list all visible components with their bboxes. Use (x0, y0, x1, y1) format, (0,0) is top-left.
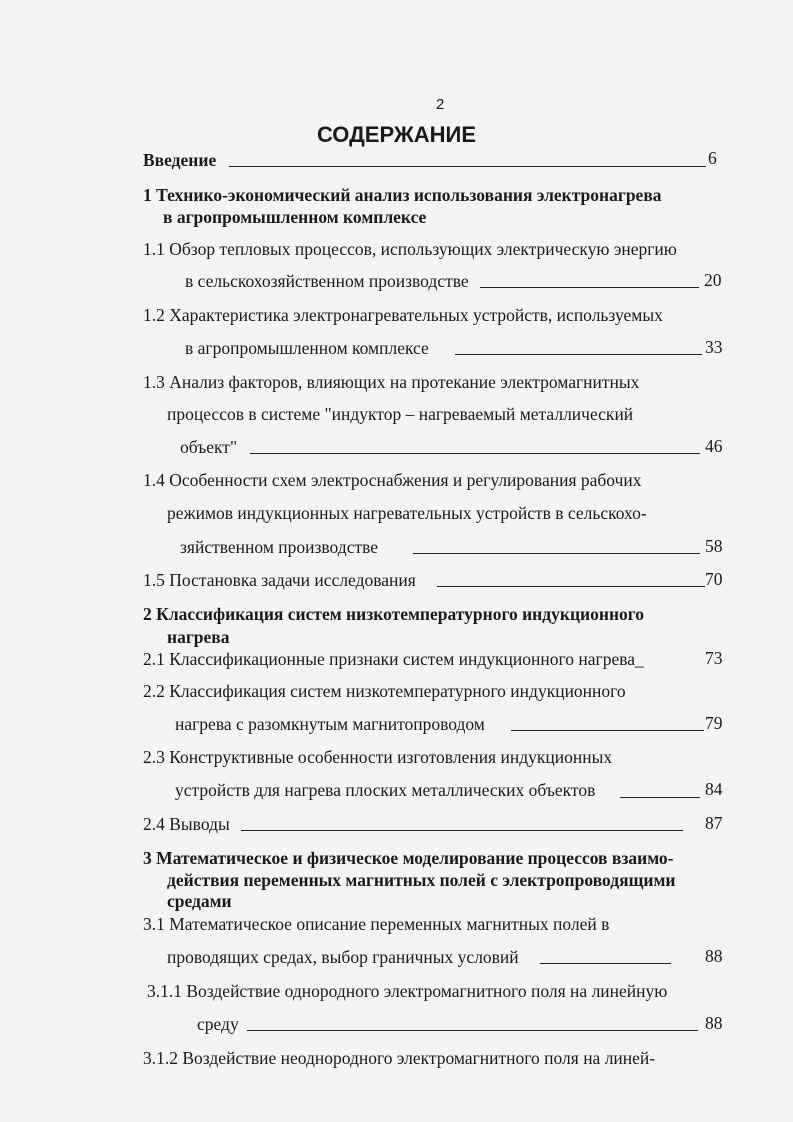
page-title: СОДЕРЖАНИЕ (316, 122, 477, 147)
leader-line (247, 1030, 698, 1031)
toc-entry-1-4: 1.4 Особенности схем электроснабжения и регулирования рабочих (143, 470, 642, 490)
toc-entry-2-2-page: 79 (705, 713, 723, 733)
leader-line (540, 963, 671, 964)
leader-line (511, 730, 704, 731)
toc-entry-1-1: 1.1 Обзор тепловых процессов, использующих электрическую энергию (143, 239, 677, 259)
toc-entry-3-1-1: 3.1.1 Воздействие однородного электромагнитного поля на линейную (147, 981, 668, 1001)
toc-entry-1-4-cont2: зяйственном производстве (180, 537, 379, 557)
toc-entry-3-1-2: 3.1.2 Воздействие неоднородного электромагнитного поля на линей- (143, 1048, 656, 1068)
toc-entry-3-1: 3.1 Математическое описание переменных магнитных полей в (143, 914, 610, 934)
leader-line (620, 797, 700, 798)
toc-entry-1-1-cont: в сельскохозяйственном производстве (185, 271, 469, 291)
toc-entry-1-2-page: 33 (705, 337, 723, 357)
chapter-2-heading: 2 Классификация систем низкотемпературного индукционного (143, 604, 645, 624)
toc-entry-2-4-page: 87 (705, 813, 723, 833)
toc-entry-1-3-page: 46 (705, 436, 723, 456)
leader-line (455, 354, 702, 355)
toc-entry-2-3-page: 84 (705, 779, 723, 799)
toc-entry-2-3-cont: устройств для нагрева плоских металлических объектов (175, 780, 596, 800)
chapter-1-heading-cont: в агропромышленном комплексе (163, 207, 427, 227)
leader-line (480, 287, 699, 288)
toc-entry-2-2: 2.2 Классификация систем низкотемпературного индукционного (143, 681, 626, 701)
toc-entry-1-3: 1.3 Анализ факторов, влияющих на протекание электромагнитных (143, 372, 640, 392)
toc-entry-3-1-1-cont: среду (197, 1014, 239, 1034)
leader-line (437, 586, 705, 587)
chapter-3-heading: 3 Математическое и физическое моделирование процессов взаимо- (143, 848, 674, 868)
leader-line (241, 830, 683, 831)
chapter-3-heading-cont: действия переменных магнитных полей с электропроводящими (167, 870, 676, 890)
toc-entry-3-1-cont: проводящих средах, выбор граничных условий (167, 947, 519, 967)
toc-entry-2-4: 2.4 Выводы (143, 814, 230, 834)
toc-entry-3-1-page: 88 (705, 946, 723, 966)
toc-entry-2-2-cont: нагрева с разомкнутым магнитопроводом (175, 714, 485, 734)
leader-line (413, 553, 700, 554)
leader-line (229, 166, 706, 167)
toc-entry-1-1-page: 20 (704, 270, 722, 290)
chapter-3-heading-cont2: средами (167, 891, 232, 911)
toc-entry-1-3-cont2: объект" (180, 437, 238, 457)
chapter-1-heading: 1 Технико-экономический анализ использования электронагрева (143, 185, 662, 205)
toc-intro-page: 6 (708, 148, 717, 168)
toc-entry-1-5: 1.5 Постановка задачи исследования (143, 570, 416, 590)
page-number: 2 (436, 96, 445, 113)
toc-entry-1-5-page: 70 (705, 569, 723, 589)
toc-entry-3-1-1-page: 88 (705, 1013, 723, 1033)
toc-entry-1-4-cont: режимов индукционных нагревательных устройств в сельскохо- (167, 503, 647, 523)
toc-entry-1-4-page: 58 (705, 536, 723, 556)
toc-entry-1-3-cont: процессов в системе "индуктор – нагреваемый металлический (167, 404, 634, 424)
leader-line (250, 453, 700, 454)
toc-entry-1-2: 1.2 Характеристика электронагревательных устройств, используемых (143, 305, 663, 325)
toc-intro-label: Введение (143, 150, 217, 170)
toc-entry-2-1-page: 73 (705, 648, 723, 668)
toc-entry-1-2-cont: в агропромышленном комплексе (185, 338, 429, 358)
toc-entry-2-1: 2.1 Классификационные признаки систем индукционного нагрева_ (143, 649, 644, 669)
toc-entry-2-3: 2.3 Конструктивные особенности изготовления индукционных (143, 747, 613, 767)
chapter-2-heading-cont: нагрева (167, 627, 230, 647)
